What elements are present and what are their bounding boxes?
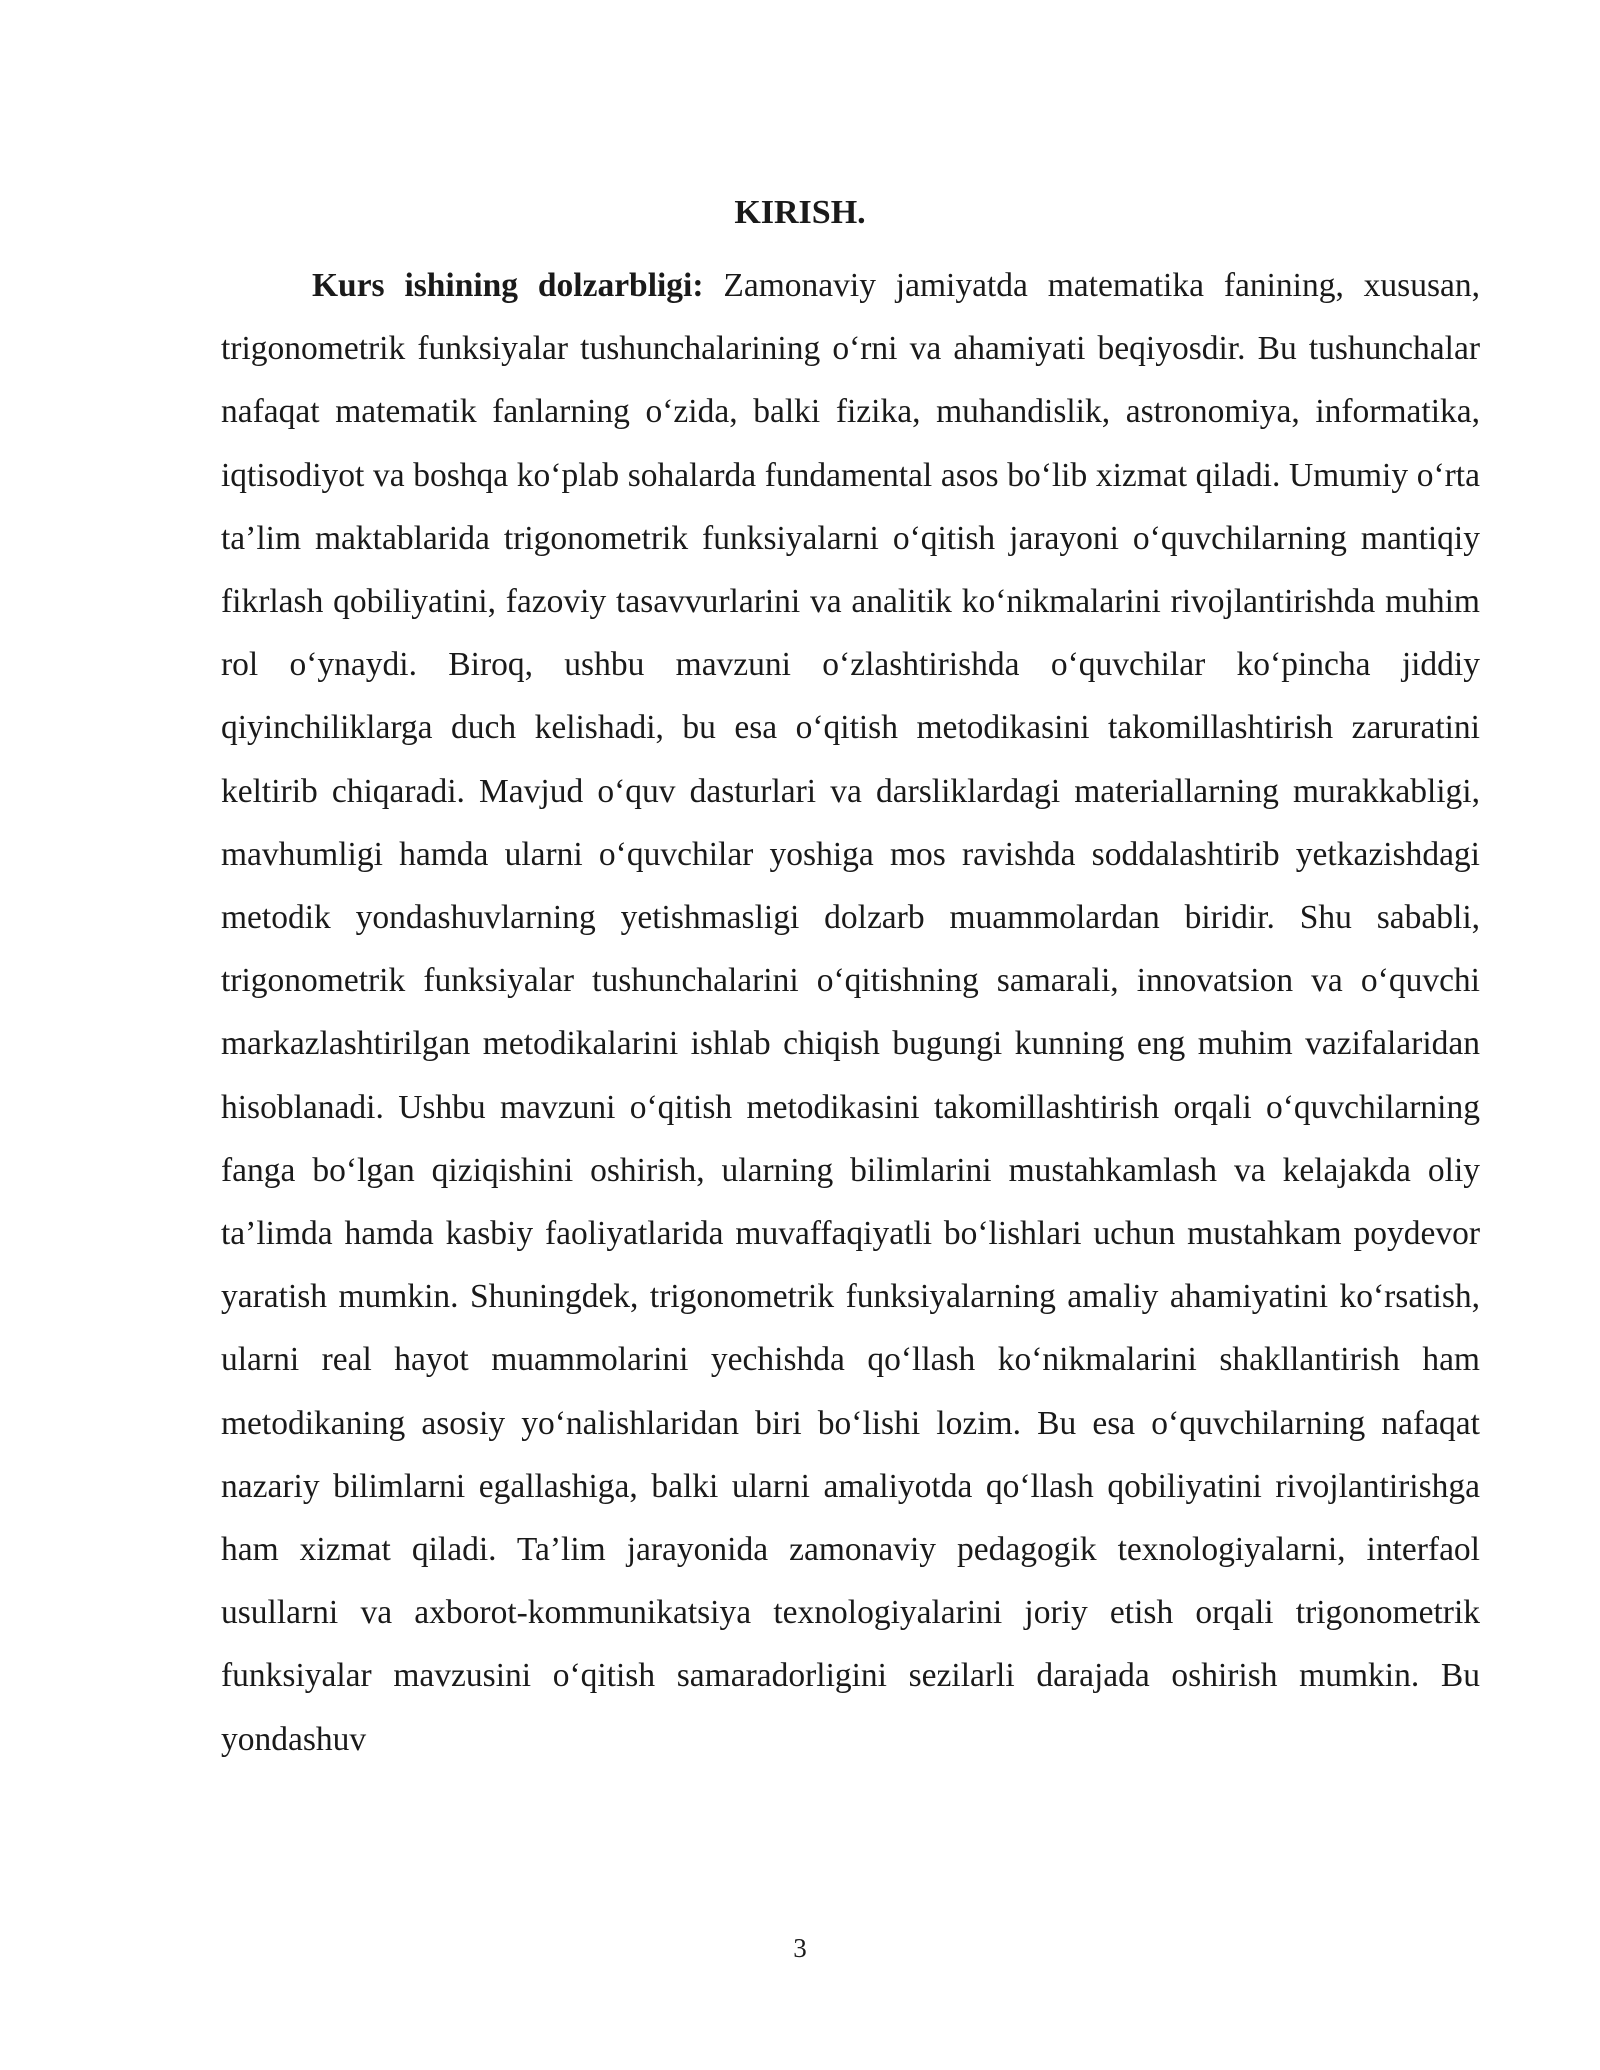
- section-heading: KIRISH.: [734, 194, 866, 231]
- paragraph-lead: Kurs ishining dolzarbligi:: [312, 267, 704, 304]
- body-paragraph: [221, 254, 1480, 1771]
- paragraph-text: Zamonaviy jamiyatda matematika fanining, xususan, trigonometrik funksiyalar tushunchalarining o‘rni va ahamiyati beqiyosdir. Bu tushunchalar nafaqat matematik fanlarning o‘zida, balki fizika, muhandislik, astronomiya, informatika, iqtisodiyot va boshqa ko‘plab sohalarda fundamental asos bo‘lib xizmat qiladi. Umumiy o‘rta ta’lim maktablarida trigonometrik funksiyalarni o‘qitish jarayoni o‘quvchilarning mantiqiy fikrlash qobiliyatini, fazoviy tasavvurlarini va analitik ko‘nikmalarini rivojlantirishda muhim rol o‘ynaydi. Biroq, ushbu mavzuni o‘zlashtirishda o‘quvchilar ko‘pincha jiddiy qiyinchiliklarga duch kelishadi, bu esa o‘qitish metodikasini takomillashtirish zaruratini keltirib chiqaradi. Mavjud o‘quv dasturlari va darsliklardagi materiallarning murakkabligi, mavhumligi hamda ularni o‘quvchilar yoshiga mos ravishda soddalashtirib yetkazishdagi metodik yondashuvlarning yetishmasligi dolzarb muammolardan biridir. Shu sababli, trigonometrik funksiyalar tushunchalarini o‘qitishning samarali, innovatsion va o‘quvchi markazlashtirilgan metodikalarini ishlab chiqish bugungi kunning eng muhim vazifalaridan hisoblanadi. Ushbu mavzuni o‘qitish metodikasini takomillashtirish orqali o‘quvchilarning fanga bo‘lgan qiziqishini oshirish, ularning bilimlarini mustahkamlash va kelajakda oliy ta’limda hamda kasbiy faoliyatlarida muvaffaqiyatli bo‘lishlari uchun mustahkam poydevor yaratish mumkin. Shuningdek, trigonometrik funksiyalarning amaliy ahamiyatini ko‘rsatish, ularni real hayot muammolarini yechishda qo‘llash ko‘nikmalarini shakllantirish ham metodikaning asosiy yo‘nalishlaridan biri bo‘lishi lozim. Bu esa o‘quvchilarning nafaqat nazariy bilimlarni egallashiga, balki ularni amaliyotda qo‘llash qobiliyatini rivojlantirishga ham xizmat qiladi. Ta’lim jarayonida zamonaviy pedagogik texnologiyalarni, interfaol usullarni va axborot-kommunikatsiya texnologiyalarini joriy etish orqali trigonometrik funksiyalar mavzusini o‘qitish samaradorligini sezilarli darajada oshirish mumkin. Bu yondashuv: [221, 267, 1480, 1758]
- page-number: 3: [793, 1933, 807, 1963]
